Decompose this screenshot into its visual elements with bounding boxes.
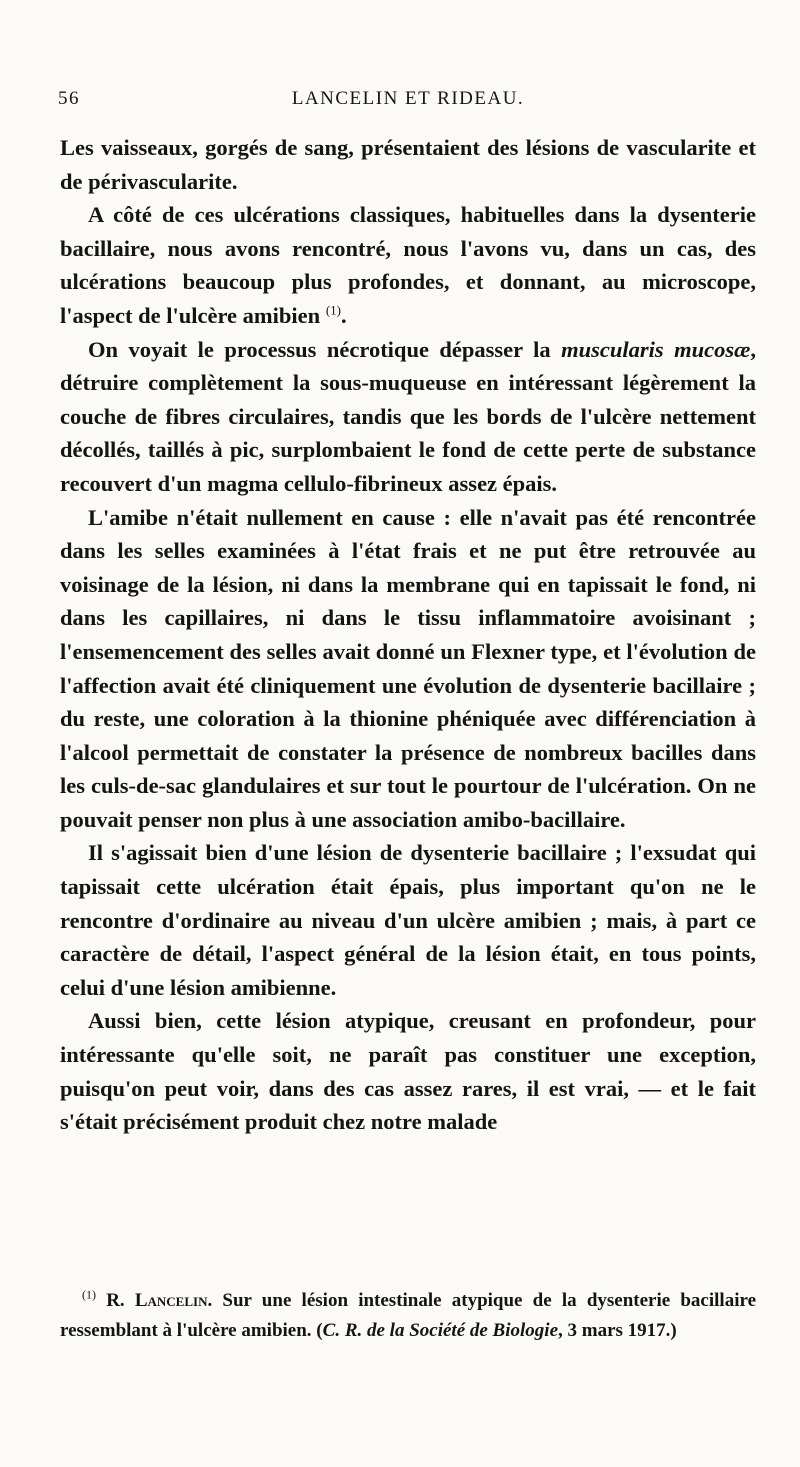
paragraph-necrotic-text-start: On voyait le processus nécrotique dépasser la (88, 336, 551, 362)
footnote-date: , 3 mars 1917.) (558, 1320, 677, 1341)
paragraph-necrotic-process (60, 333, 756, 501)
paragraph-ulcerations-end: . (340, 302, 347, 328)
footnote-text: Sur une lésion intestinale atypique de la dysenterie bacillaire ressemblant à l'ulcère amibien. ( (60, 1290, 756, 1341)
footnote-number: (1) (82, 1287, 96, 1302)
body-text (60, 131, 756, 1139)
paragraph-ulcerations (60, 198, 756, 332)
latin-term: muscularis mucosæ (561, 336, 751, 362)
footnote (60, 1286, 756, 1346)
running-title: LANCELIN ET RIDEAU. (291, 88, 525, 109)
footnote-author: R. Lancelin. (106, 1290, 213, 1311)
paragraph-amoeba: L'amibe n'était nullement en cause : elle n'avait pas été rencontrée dans les selles examinées à l'état frais et ne put être retrouvée au voisinage de la lésion, ni dans la membrane qui en tapissait le fond, ni dans les capillaires, ni dans le tissu inflammatoire avoisinant ; l'ensemencement des selles avait donné un Flexner type, et l'évolution de l'affection avait été cliniquement une évolution de dysenterie bacillaire ; du reste, une coloration à la thionine phéniquée avec différenciation à l'alcool permettait de constater la présence de nombreux bacilles dans les culs-de-sac glandulaires et sur tout le pourtour de l'ulcération. On ne pouvait penser non plus à une association amibo-bacillaire. (60, 504, 756, 832)
running-head (58, 88, 758, 118)
paragraph-necrotic-text-end: , détruire complètement la sous-muqueuse en intéressant légèrement la couche de fibres circulaires, tandis que les bords de l'ulcère nettement décollés, taillés à pic, surplombaient le fond de cette perte de substance recouvert d'un magma cellulo-fibrineux assez épais. (60, 336, 757, 496)
paragraph-atypical-lesion: Aussi bien, cette lésion atypique, creusant en profondeur, pour intéressante qu'elle soit, ne paraît pas constituer une exception, puisqu'on peut voir, dans des cas assez rares, il est vrai, — et le fait s'était précisément produit chez notre malade (60, 1008, 756, 1135)
paragraph-bacillary-lesion: Il s'agissait bien d'une lésion de dysenterie bacillaire ; l'exsudat qui tapissait cette ulcération était épais, plus important qu'on ne le rencontre d'ordinaire au niveau d'un ulcère amibien ; mais, à part ce caractère de détail, l'aspect général de la lésion était, en tous points, celui d'une lésion amibienne. (60, 840, 756, 1000)
page-number: 56 (58, 88, 80, 109)
footnote-journal: C. R. de la Société de Biologie (322, 1320, 558, 1341)
paragraph-ulcerations-text: A côté de ces ulcérations classiques, habituelles dans la dysenterie bacillaire, nous avons rencontré, nous l'avons vu, dans un cas, des ulcérations beaucoup plus profondes, et donnant, au microscope, l'aspect de l'ulcère amibien (60, 202, 756, 328)
footnote-reference: (1) (325, 302, 341, 318)
paragraph-vessels: Les vaisseaux, gorgés de sang, présentaient des lésions de vascularite et de périvascularite. (60, 135, 756, 194)
